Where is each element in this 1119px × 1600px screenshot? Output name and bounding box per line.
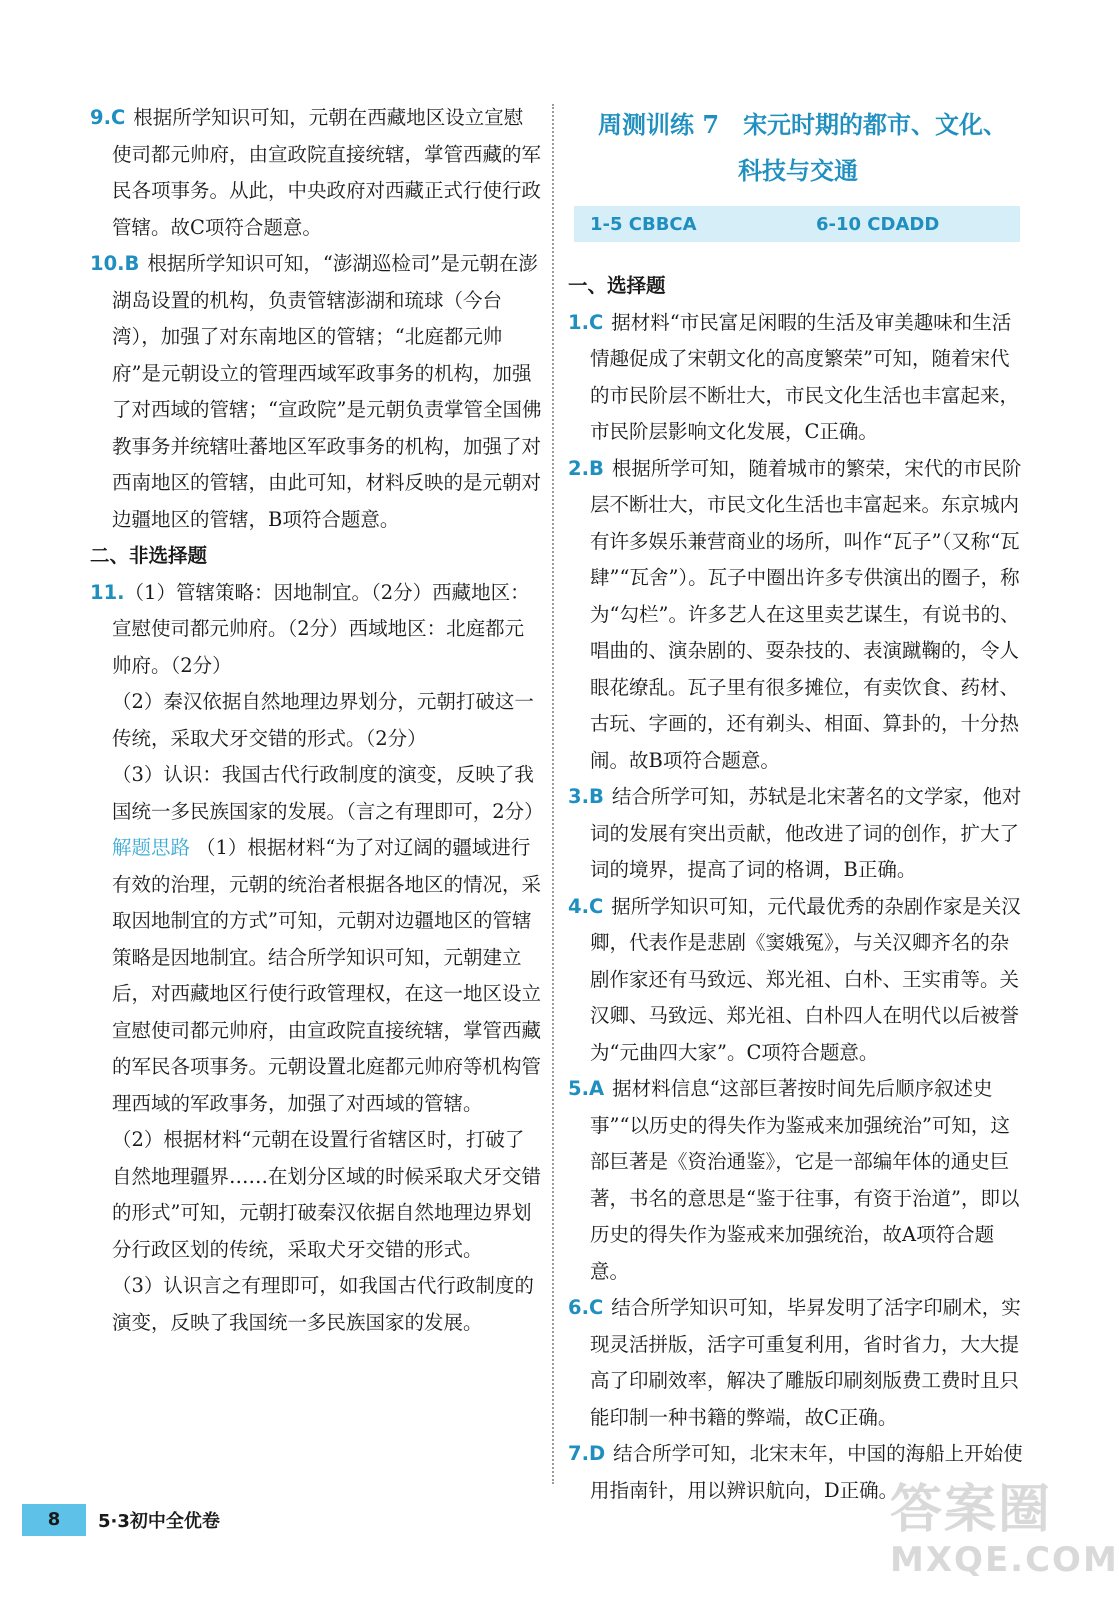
item-number: 3.B bbox=[568, 785, 604, 808]
column-divider bbox=[552, 104, 554, 1484]
watermark-logo: 答案圈 bbox=[890, 1480, 1053, 1540]
item-text: 根据所学可知，随着城市的繁荣，宋代的市民阶层不断壮大，市民文化生活也丰富起来。东京城内有许多娱乐兼营商业的场所，叫作“瓦子”（又称“瓦肆”“瓦舍”）。瓦子中圈出许多专供演出的圈子，称为“勾栏”。许多艺人在这里卖艺谋生，有说书的、唱曲的、演杂剧的、耍杂技的、表演蹴鞠的，令人眼花缭乱。瓦子里有很多摊位，有卖饮食、药材、古玩、字画的，还有剃头、相面、算卦的，十分热闹。故B项符合题意。 bbox=[590, 456, 1022, 772]
week-test-number: 周测训练 7 bbox=[598, 110, 720, 139]
answer-item-6 bbox=[568, 1290, 1028, 1436]
week-test-topic-cont: 科技与交通 bbox=[738, 156, 858, 185]
answer-key-6-10: 6-10 CDADD bbox=[816, 213, 940, 235]
item-number: 4.C bbox=[568, 894, 604, 918]
answer-item-5 bbox=[568, 1071, 1028, 1290]
item-text: 结合所学可知，北宋末年，中国的海船上开始使用指南针，用以辨识航向，D正确。 bbox=[590, 1442, 1023, 1502]
item-number: 7.D bbox=[568, 1442, 606, 1465]
item-number: 9.C bbox=[90, 106, 126, 129]
page-footer bbox=[22, 1504, 220, 1536]
item-text: 据所学知识可知，元代最优秀的杂剧作家是关汉卿，代表作是悲剧《窦娥冤》，与关汉卿齐名的杂剧作家还有马致远、郑光祖、白朴、王实甫等。关汉卿、马致远、郑光祖、白朴四人在明代以后被誉为“元曲四大家”。C项符合题意。 bbox=[590, 894, 1021, 1064]
right-column bbox=[568, 102, 1028, 1509]
item-number: 11. bbox=[90, 580, 125, 604]
answer-item-9 bbox=[90, 100, 542, 246]
answer-item-1 bbox=[568, 305, 1028, 451]
item-text: 根据所学知识可知，元朝在西藏地区设立宣慰使司都元帅府，由宣政院直接统辖，掌管西藏的军民各项事务。从此，中央政府对西藏正式行使行政管辖。故C项符合题意。 bbox=[112, 106, 542, 239]
section-heading-choice: 一、选择题 bbox=[568, 274, 666, 297]
week-test-topic: 宋元时期的都市、文化、 bbox=[743, 110, 1008, 139]
solution-hint-part1 bbox=[90, 830, 542, 1122]
left-column bbox=[90, 100, 542, 1341]
item-number: 10.B bbox=[90, 252, 140, 275]
item-text: （1）管辖策略：因地制宜。（2分）西藏地区：宣慰使司都元帅府。（2分）西域地区：北庭都元帅府。（2分） bbox=[112, 580, 530, 677]
page-number: 8 bbox=[22, 1504, 86, 1536]
hint-label: 解题思路 bbox=[112, 836, 191, 859]
answer-item-11-part2: （2）秦汉依据自然地理边界划分，元朝打破这一传统，采取犬牙交错的形式。（2分） bbox=[112, 690, 534, 750]
item-text: 据材料“市民富足闲暇的生活及审美趣味和生活情趣促成了宋朝文化的高度繁荣”可知，随着宋代的市民阶层不断壮大，市民文化生活也丰富起来，市民阶层影响文化发展，C正确。 bbox=[590, 310, 1020, 443]
item-number: 2.B bbox=[568, 456, 604, 480]
solution-hint-part3: （3）认识言之有理即可，如我国古代行政制度的演变，反映了我国统一多民族国家的发展。 bbox=[112, 1274, 534, 1334]
watermark bbox=[890, 1480, 1119, 1595]
item-number: 1.C bbox=[568, 310, 604, 334]
answer-item-2 bbox=[568, 451, 1028, 780]
hint-text: （1）根据材料“为了对辽阔的疆域进行有效的治理，元朝的统治者根据各地区的情况，采取因地制宜的方式”可知，元朝对边疆地区的管辖策略是因地制宜。结合所学知识可知，元朝建立后，对西藏地区行使行政管理权，在这一地区设立宣慰使司都元帅府，由宣政院直接统辖，掌管西藏的军民各项事务。元朝设置北庭都元帅府等机构管理西域的军政事务，加强了对西域的管辖。 bbox=[112, 836, 542, 1115]
book-title: 5·3初中全优卷 bbox=[98, 1511, 220, 1532]
item-text: 据材料信息“这部巨著按时间先后顺序叙述史事”“以历史的得失作为鉴戒来加强统治”可知，这部巨著是《资治通鉴》，它是一部编年体的通史巨著，书名的意思是“鉴于往事，有资于治道”，即以历史的得失作为鉴戒来加强统治，故A项符合题意。 bbox=[590, 1077, 1020, 1283]
answer-item-3 bbox=[568, 779, 1028, 889]
answer-item-11-part1 bbox=[90, 575, 542, 685]
item-text: 结合所学知识可知，毕昇发明了活字印刷术，实现灵活拼版，活字可重复利用，省时省力，大大提高了印刷效率，解决了雕版印刷刻版费工费时且只能印制一种书籍的弊端，故C正确。 bbox=[590, 1296, 1021, 1429]
answer-item-10 bbox=[90, 246, 542, 538]
item-text: 结合所学可知，苏轼是北宋著名的文学家，他对词的发展有突出贡献，他改进了词的创作，扩大了词的境界，提高了词的格调，B正确。 bbox=[590, 785, 1022, 881]
watermark-url: MXQE.COM bbox=[890, 1540, 1119, 1580]
item-text: 根据所学知识可知，“澎湖巡检司”是元朝在澎湖岛设置的机构，负责管辖澎湖和琉球（今台湾），加强了对东南地区的管辖；“北庭都元帅府”是元朝设立的管理西域军政事务的机构，加强了对西域的管辖；“宣政院”是元朝负责掌管全国佛教事务并统辖吐蕃地区军政事务的机构，加强了对西南地区的管辖，由此可知，材料反映的是元朝对边疆地区的管辖，B项符合题意。 bbox=[112, 252, 542, 531]
answer-item-4 bbox=[568, 889, 1028, 1072]
answer-key-1-5: 1-5 CBBCA bbox=[590, 213, 697, 235]
section-heading-nonchoice: 二、非选择题 bbox=[90, 544, 208, 567]
answer-item-11-part3: （3）认识：我国古代行政制度的演变，反映了我国统一多民族国家的发展。（言之有理即可，2分） bbox=[112, 763, 544, 823]
answer-key-bar bbox=[574, 206, 1020, 242]
item-number: 5.A bbox=[568, 1077, 605, 1100]
item-number: 6.C bbox=[568, 1296, 604, 1319]
solution-hint-part2: （2）根据材料“元朝在设置行省辖区时，打破了自然地理疆界……在划分区域的时候采取犬牙交错的形式”可知，元朝打破秦汉依据自然地理边界划分行政区划的传统，采取犬牙交错的形式。 bbox=[112, 1128, 542, 1261]
week-test-title bbox=[568, 102, 1028, 194]
